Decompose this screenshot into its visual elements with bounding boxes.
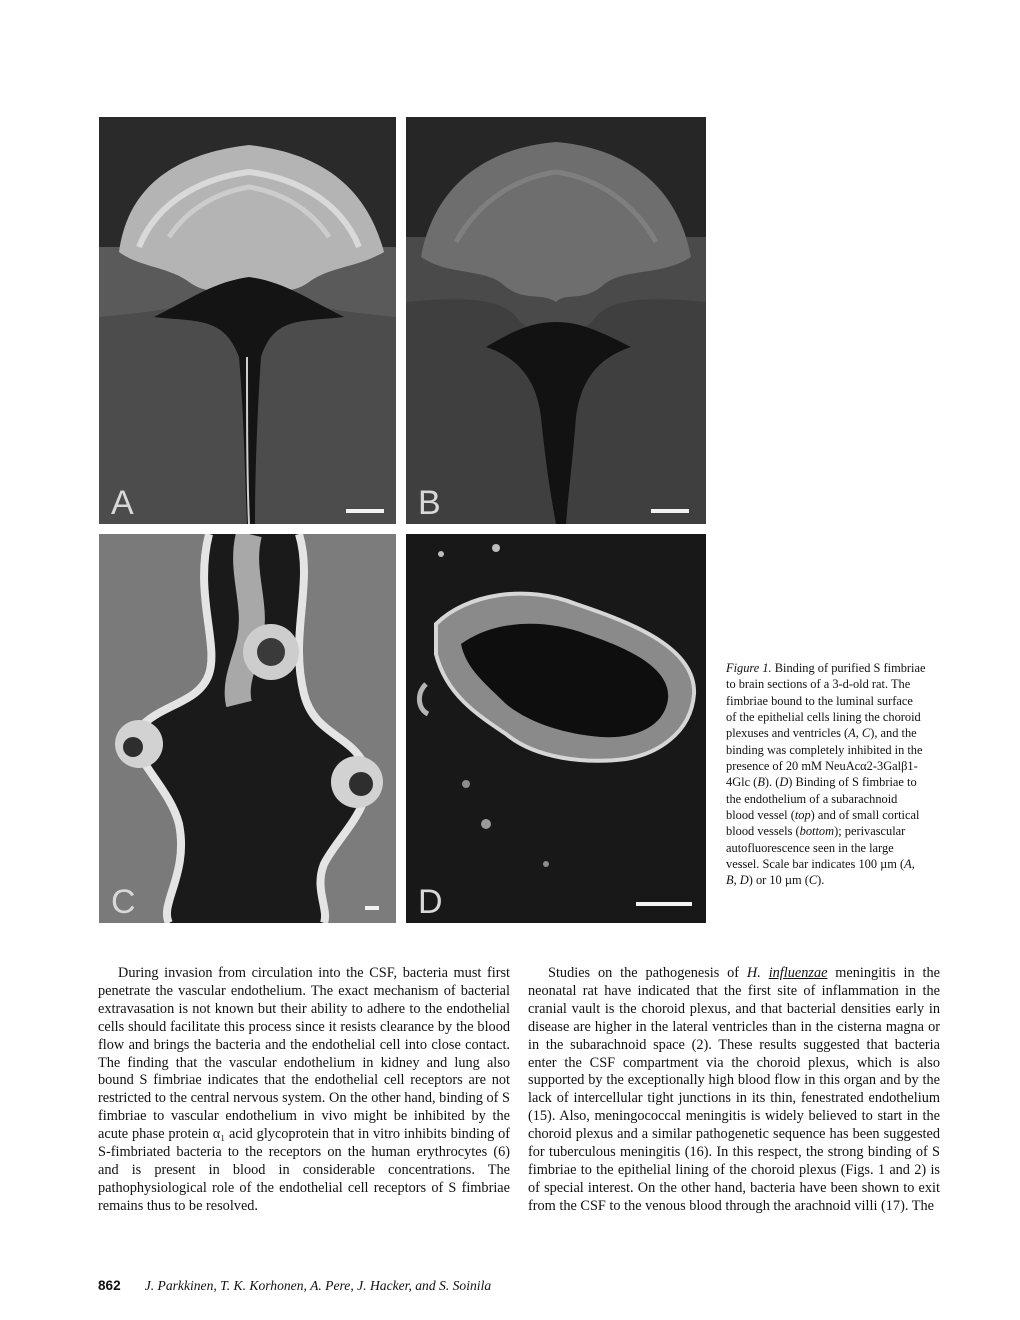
species-name: influenzae bbox=[768, 965, 828, 981]
caption-text: ) Binding of S fimbriae to the endothelium of a subarachnoid blood vessel ( bbox=[726, 775, 917, 823]
panel-a-micrograph bbox=[99, 117, 396, 524]
panel-b-micrograph bbox=[406, 117, 706, 524]
right-column bbox=[528, 965, 940, 1216]
figure-panel-d bbox=[406, 534, 706, 923]
caption-text: ); perivascular autofluorescence seen in the large vessel. Scale bar indicates 100 µm ( bbox=[726, 824, 906, 872]
panel-b-label: B bbox=[418, 484, 441, 522]
panel-d-scale-bar bbox=[636, 902, 692, 906]
caption-ref: B bbox=[757, 775, 765, 790]
body-text: meningitis in the neonatal rat have indicated that the first site of inflammation in the cranial vault is the choroid plexus, and that bacterial densities early in disease are higher in the lateral ventricles than in the cisterna magna or in the subarachnoid space (2). These results suggested that bacteria enter the CSF compartment via the choroid plexus, which is also supported by the exceptionally high blood flow in this organ and by the lack of intercellular tight junctions in its thin, fenestrated endothelium (15). Also, meningococcal meningitis is widely believed to start in the choroid plexus and a similar pathogenetic sequence has been suggested for tuberculous meningitis (16). In this respect, the strong binding of S fimbriae to the epithelial lining of the choroid plexus (Figs. 1 and 2) is of special interest. On the other hand, bacteria have been shown to exit from the CSF to the venous blood through the arachnoid villi (17). The bbox=[528, 965, 940, 1214]
caption-ref: D bbox=[779, 775, 789, 790]
left-column bbox=[98, 965, 510, 1216]
figure-panel-b bbox=[406, 117, 706, 524]
species-name: H. bbox=[746, 965, 769, 981]
caption-text: ). bbox=[817, 873, 825, 888]
body-paragraph: During invasion from circulation into the CSF, bacteria must first penetrate the vascular endothelium. The exact mechanism of bacterial extravasation is not known but their ability to adhere to the endothelial cells should facilitate this process since it resists clearance by the blood flow and brings the bacteria and the endothelial cell into close contact. The finding that the vascular endothelium in kidney and lung also bound S fimbriae indicates that the endothelial cell receptors are not restricted to the central nervous system. On the other hand, binding of S fimbriae to vascular endothelium in vivo might be inhibited by the acute phase protein α₁ acid glycoprotein that in vitro inhibits binding of S-fimbriated bacteria to the receptors on the human erythrocytes (6) and is present in blood in considerable concentrations. The pathophysiological role of the endothelial cell receptors of S fimbriae remains thus to be resolved. bbox=[98, 965, 510, 1214]
caption-text: Binding of purified S fimbriae to brain sections of a 3-d-old rat. The fimbriae bound to the luminal surface of the epithelial cells lining the choroid plexuses and ventricles ( bbox=[726, 661, 926, 741]
caption-ref: C bbox=[808, 873, 818, 888]
body-paragraph bbox=[528, 965, 940, 1216]
caption-text: ) or 10 µm ( bbox=[748, 873, 809, 888]
figure-caption bbox=[726, 660, 926, 889]
caption-label: Figure 1. bbox=[726, 661, 772, 675]
panel-a-label: A bbox=[111, 484, 134, 522]
page-number: 862 bbox=[98, 1278, 121, 1293]
page-footer bbox=[98, 1278, 491, 1294]
caption-text: ). ( bbox=[764, 775, 780, 790]
caption-text: ), and the binding was completely inhibited in the presence of 20 mM NeuAcα2-3Galβ1-4Glc ( bbox=[726, 726, 923, 790]
figure-panel-a bbox=[99, 117, 396, 524]
panel-c-scale-bar bbox=[365, 906, 379, 910]
figure-panel-c bbox=[99, 534, 396, 923]
panel-d-micrograph bbox=[406, 534, 706, 923]
panel-c-label: C bbox=[111, 883, 136, 921]
caption-ref: A, B, D bbox=[726, 857, 915, 888]
caption-text: ) and of small cortical blood vessels ( bbox=[726, 808, 920, 839]
panel-d-label: D bbox=[418, 883, 443, 921]
body-text: Studies on the pathogenesis of bbox=[548, 965, 747, 981]
panel-a-scale-bar bbox=[346, 509, 384, 513]
caption-ref: top bbox=[794, 808, 811, 823]
caption-ref: A, C bbox=[848, 726, 871, 741]
panel-c-micrograph bbox=[99, 534, 396, 923]
panel-b-scale-bar bbox=[651, 509, 689, 513]
caption-ref: bottom bbox=[799, 824, 835, 839]
author-list: J. Parkkinen, T. K. Korhonen, A. Pere, J. Hacker, and S. Soinila bbox=[144, 1278, 492, 1293]
